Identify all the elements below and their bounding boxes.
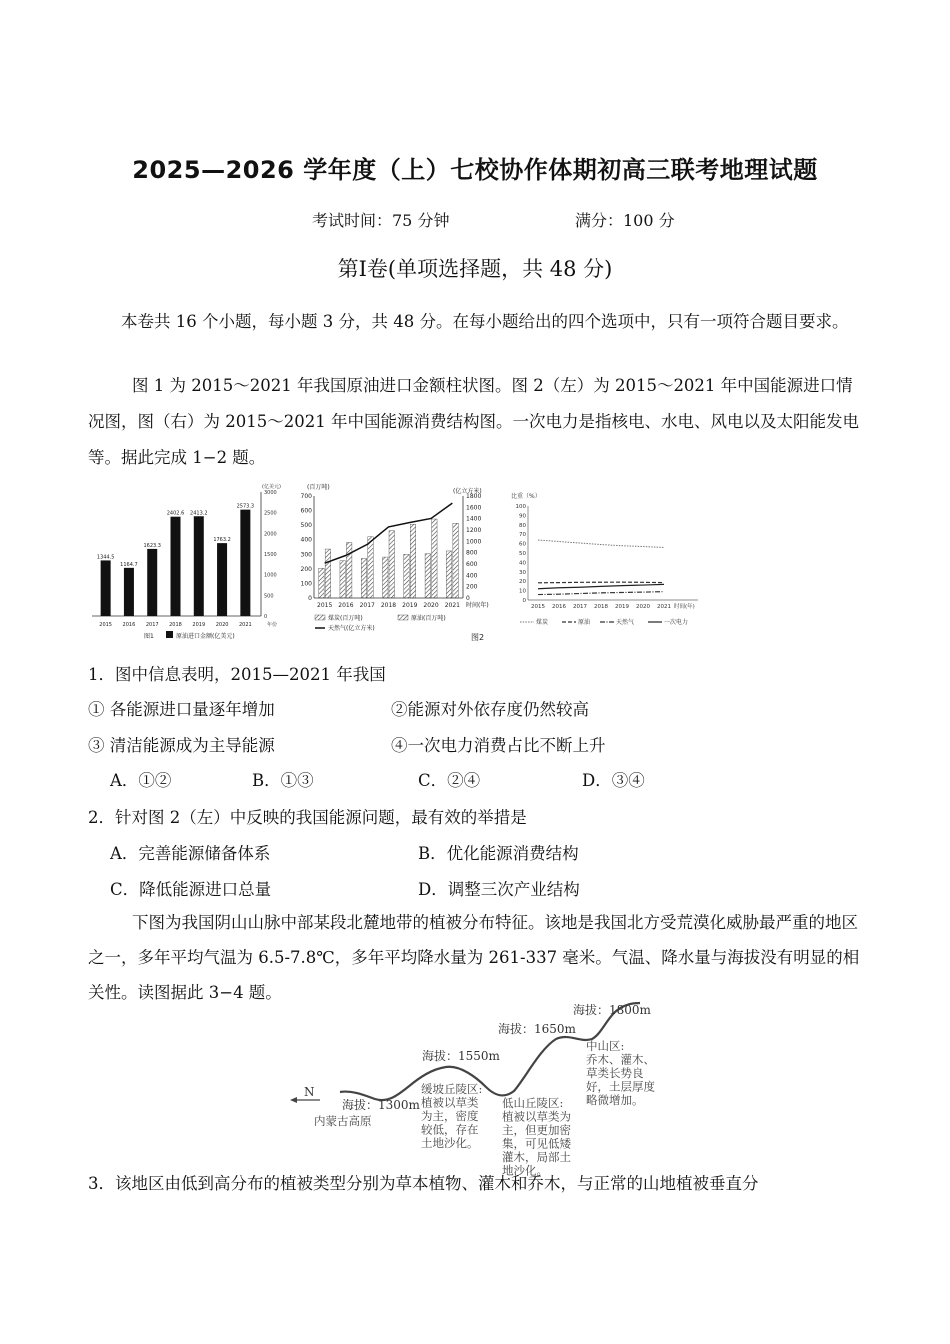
fig1-data-label: 1344.5 [96, 554, 115, 561]
fig3-xlabel: 时间(年) [674, 604, 695, 610]
fig3-ylabel: 比重（%） [511, 493, 541, 500]
fig2-left-tick: 600 [300, 507, 312, 515]
fig2-legend-gas: 天然气(亿立方米) [328, 625, 375, 632]
fig3-series-line-2 [538, 592, 664, 595]
fig2-right-tick: 400 [466, 572, 478, 580]
zone-low-hills-note: 主，但更加密 [502, 1123, 571, 1137]
fig1-x-tick: 2020 [215, 622, 229, 628]
zone-middle-mountain-note: 好，土层厚度 [586, 1079, 655, 1094]
fig1-y-tick: 1500 [264, 552, 277, 558]
fig1-caption: 图1 [144, 633, 154, 640]
page-title: 2025—2026 学年度（上）七校协作体期初高三联考地理试题 [132, 156, 818, 184]
fig3-series-line-3 [538, 584, 664, 588]
fig3-series-line-1 [538, 582, 664, 583]
fig3-x-tick: 2021 [657, 604, 671, 610]
q1-statement-3: ③ 清洁能源成为主导能源 [88, 736, 275, 755]
fig2-left-tick: 400 [300, 536, 312, 544]
q2-option-d[interactable]: D．调整三次产业结构 [418, 880, 580, 899]
fig2-right-tick: 1600 [466, 504, 482, 512]
fig2-right-label: (亿立方米) [453, 488, 482, 495]
fig2-left-tick: 200 [300, 565, 312, 573]
fig2-coal-bar [340, 561, 346, 598]
fig1-bar [124, 568, 134, 616]
fig1-y-tick: 2500 [264, 510, 277, 517]
q1-stem: 1．图中信息表明，2015—2021 年我国 [88, 665, 386, 684]
fig2-right-tick: 1200 [466, 527, 482, 534]
fig1-xlabel: 年份 [267, 622, 278, 628]
fig2-coal-bar [446, 551, 452, 598]
fig1-x-tick: 2018 [169, 622, 182, 628]
fig2-x-tick: 2017 [359, 602, 375, 609]
fig2-oil-bar [453, 523, 459, 598]
fig1-x-tick: 2016 [122, 622, 136, 628]
q2-stem: 2．针对图 2（左）中反映的我国能源问题，最有效的举措是 [88, 808, 527, 827]
fig2-xlabel: 时间(年) [466, 602, 489, 609]
fig3-legend-label: 天然气 [616, 619, 635, 626]
fig2-coal-bar [319, 568, 325, 598]
q1-option-d[interactable]: D．③④ [582, 771, 645, 790]
fig1-data-label: 2402.6 [166, 510, 185, 517]
fig3-x-tick: 2016 [552, 604, 566, 610]
fig2-legend-oil-swatch [398, 615, 408, 620]
fig2-legend-coal: 煤炭(百万吨) [328, 615, 363, 622]
fig1-x-tick: 2017 [145, 622, 159, 628]
fig2-left-tick: 300 [300, 551, 312, 559]
fig2-right-tick: 600 [466, 561, 478, 568]
fig2-oil-bar [346, 542, 352, 598]
figure-2-left-chart [300, 482, 509, 647]
zone-low-hills-note: 低山丘陵区: [502, 1096, 564, 1110]
fig2-left-tick: 700 [300, 493, 312, 500]
q2-option-b[interactable]: B．优化能源消费结构 [418, 844, 579, 863]
q1-option-a[interactable]: A．①② [110, 771, 172, 790]
intro-paragraph: 本卷共 16 个小题，每小题 3 分，共 48 分。在每小题给出的四个选项中，只有一项符合题目要求。 [121, 312, 849, 331]
fig3-y-tick: 30 [519, 569, 526, 576]
fig3-legend-label: 煤炭 [536, 619, 549, 626]
fig1-bar [194, 516, 204, 616]
zone-low-hills-note: 植被以草类为 [502, 1109, 571, 1124]
fig3-x-tick: 2020 [636, 604, 650, 610]
fig2-x-tick: 2016 [338, 602, 354, 609]
fig1-bar [101, 560, 111, 616]
fig3-y-tick: 80 [519, 522, 526, 529]
q1-statement-1: ① 各能源进口量逐年增加 [88, 700, 275, 719]
fig1-y-tick: 0 [264, 614, 268, 620]
fig2-x-tick: 2021 [444, 602, 460, 609]
fig1-data-label: 1763.2 [213, 537, 231, 544]
fig2-oil-bar [389, 531, 395, 598]
fig1-data-label: 2573.3 [236, 503, 255, 510]
q2-option-a[interactable]: A．完善能源储备体系 [110, 844, 271, 863]
fig3-x-tick: 2018 [594, 604, 608, 610]
fig2-legend-coal-swatch [315, 615, 325, 620]
fig3-series-line-0 [538, 540, 664, 547]
fig2-right-tick: 1400 [466, 515, 482, 523]
zone-middle-mountain-note: 乔木、灌木、 [586, 1052, 655, 1067]
fig1-bar [240, 510, 250, 616]
fig1-bar [171, 517, 181, 616]
q1-statement-4: ④一次电力消费占比不断上升 [391, 736, 606, 755]
section-heading: 第Ⅰ卷(单项选择题，共 48 分) [337, 257, 613, 281]
fig1-y-tick: 3000 [264, 490, 277, 496]
passage-2: 下图为我国阴山山脉中部某段北麓地带的植被分布特征。该地是我国北方受荒漠化威胁最严重的地区之一，多年平均气温为 6.5-7.8℃，多年平均降水量为 261-337 毫米。气温、降水量与海拔没有明显的相关性。读图据此 3−4 题。 [88, 913, 860, 1002]
fig2-coal-bar [383, 557, 389, 598]
q3-stem: 3．该地区由低到高分布的植被类型分别为草本植物、灌木和乔木，与正常的山地植被垂直分 [88, 1174, 759, 1193]
altitude-1650: 海拔：1650m [498, 1022, 576, 1036]
zone-low-hills-note: 灌木，局部土 [502, 1150, 571, 1164]
fig2-caption: 图2 [471, 633, 485, 642]
fig2-right-tick: 1000 [466, 538, 482, 546]
fig2-left-label: (百万吨) [307, 484, 330, 491]
q2-option-c[interactable]: C．降低能源进口总量 [110, 880, 272, 899]
fig2-right-tick: 200 [466, 583, 478, 591]
fig2-left-tick: 100 [300, 580, 312, 588]
fig3-y-tick: 90 [519, 513, 526, 520]
fig2-right-tick: 800 [466, 549, 478, 557]
full-score: 满分：100 分 [575, 211, 675, 230]
north-label: N [304, 1085, 315, 1099]
fig1-bar [147, 549, 157, 616]
fig3-y-tick: 10 [519, 588, 526, 595]
fig2-left-tick: 500 [300, 522, 312, 530]
altitude-1550: 海拔：1550m [422, 1049, 500, 1063]
zone-low-hills-note: 集，可见低矮 [502, 1136, 571, 1151]
fig2-oil-bar [368, 537, 374, 598]
fig1-legend: 原油进口金额(亿美元) [176, 633, 235, 640]
fig2-x-tick: 2020 [423, 602, 439, 609]
fig2-coal-bar [425, 554, 431, 598]
passage-1: 图 1 为 2015～2021 年我国原油进口金额柱状图。图 2（左）为 2015～2021 年中国能源进口情况图，图（右）为 2015～2021 年中国能源消费结构图。一次电力是指核电、水电、风电以及太阳能发电等。据此完成 1−2 题。 [88, 376, 859, 467]
fig1-data-label: 1164.7 [120, 561, 138, 568]
fig2-right-tick: 0 [466, 595, 470, 602]
fig3-y-tick: 50 [519, 551, 526, 557]
q1-option-c[interactable]: C．②④ [418, 771, 481, 790]
fig3-legend-label: 原油 [578, 619, 591, 626]
fig1-x-tick: 2015 [99, 622, 113, 628]
fig1-data-label: 1623.3 [143, 542, 161, 549]
q1-option-b[interactable]: B．①③ [252, 771, 314, 790]
fig1-y-tick: 2000 [264, 531, 277, 538]
vegetation-profile-diagram [280, 995, 700, 1178]
fig2-oil-bar [325, 549, 331, 598]
zone-low-hills-note: 地沙化。 [502, 1163, 548, 1178]
zone-gentle-hills-note: 土地沙化。 [421, 1136, 479, 1150]
q1-statement-2: ②能源对外依存度仍然较高 [391, 700, 589, 719]
fig3-legend-label: 一次电力 [664, 619, 689, 626]
altitude-1800: 海拔：1800m [573, 1003, 651, 1017]
fig2-x-tick: 2018 [380, 602, 397, 609]
fig3-y-tick: 70 [519, 532, 526, 539]
fig1-bar [217, 543, 227, 616]
zone-middle-mountain-note: 略微增加。 [586, 1093, 644, 1107]
fig3-y-tick: 100 [515, 504, 526, 510]
fig3-x-tick: 2015 [531, 604, 545, 610]
fig2-left-tick: 0 [308, 595, 312, 602]
altitude-1300: 海拔：1300m [342, 1098, 420, 1112]
figure-2-right-chart [508, 486, 708, 631]
fig1-ylabel: (亿美元) [262, 484, 281, 490]
north-arrow-head-icon [290, 1097, 297, 1103]
zone-gentle-hills-note: 缓坡丘陵区: [421, 1082, 483, 1096]
fig2-right-tick: 1800 [466, 493, 482, 500]
fig1-y-tick: 1000 [264, 572, 277, 579]
plateau-label: 内蒙古高原 [314, 1114, 372, 1128]
fig2-coal-bar [404, 554, 410, 598]
exam-time: 考试时间：75 分钟 [312, 211, 450, 230]
figure-1-chart [86, 484, 308, 646]
fig3-x-tick: 2017 [573, 604, 587, 610]
fig1-x-tick: 2021 [238, 622, 252, 628]
fig2-coal-bar [361, 559, 367, 598]
fig1-data-label: 2413.2 [190, 510, 208, 517]
fig2-x-tick: 2015 [317, 602, 333, 609]
zone-gentle-hills-note: 较低，存在 [421, 1122, 479, 1137]
zone-gentle-hills-note: 植被以草类 [421, 1095, 479, 1110]
fig3-y-tick: 40 [519, 560, 526, 567]
fig3-y-tick: 20 [519, 579, 526, 586]
fig1-x-tick: 2019 [192, 622, 206, 628]
zone-middle-mountain-note: 中山区: [586, 1039, 625, 1053]
zone-middle-mountain-note: 草类长势良 [586, 1066, 644, 1080]
fig3-y-tick: 0 [522, 598, 526, 604]
fig1-legend-swatch [166, 631, 173, 638]
zone-gentle-hills-note: 为主，密度 [421, 1109, 479, 1123]
fig2-oil-bar [410, 524, 416, 598]
fig2-legend-oil: 原油(百万吨) [411, 615, 446, 622]
fig3-x-tick: 2019 [615, 604, 629, 610]
fig3-y-tick: 60 [519, 541, 526, 548]
fig1-y-tick: 500 [264, 593, 274, 600]
fig2-oil-bar [432, 519, 438, 598]
fig2-x-tick: 2019 [402, 602, 418, 609]
